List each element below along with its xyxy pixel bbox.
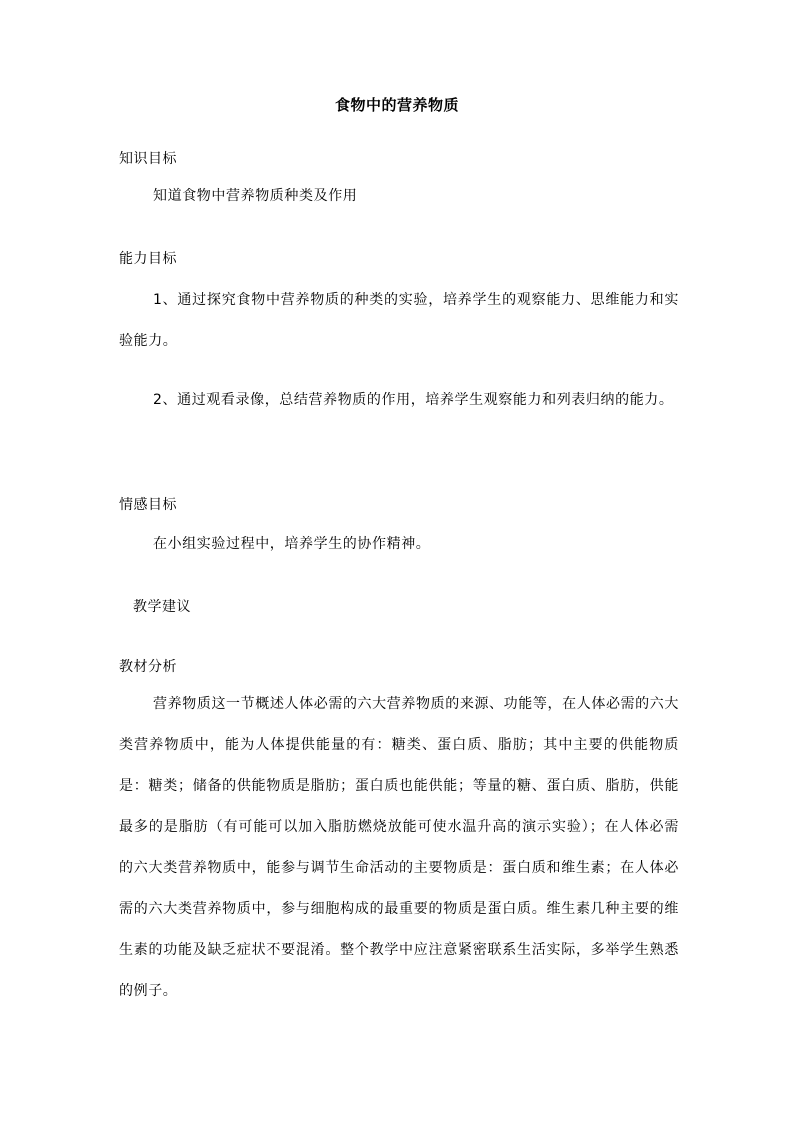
ability-goal-heading: 能力目标 [119,251,177,267]
teaching-suggestion-heading: 教学建议 [133,599,191,615]
knowledge-goal-text: 知道食物中营养物质种类及作用 [153,188,358,204]
material-analysis-heading: 教材分析 [119,659,177,675]
material-analysis-text: 营养物质这一节概述人体必需的六大营养物质的来源、功能等，在人体必需的六大类营养物质中，能为人体提供能量的有：糖类、蛋白质、脂肪；其中主要的供能物质是：糖类；储备的供能物质是脂肪；蛋白质也能供能；等量的糖、蛋白质、脂肪，供能最多的是脂肪（有可能可以加入脂肪燃烧放能可使水温升高的演示实验）；在人体必需的六大类营养物质中，能参与调节生命活动的主要物质是：蛋白质和维生素；在人体必需的六大类营养物质中，参与细胞构成的最重要的物质是蛋白质。维生素几种主要的维生素的功能及缺乏症状不要混淆。整个教学中应注意紧密联系生活实际，多举学生熟悉的例子。 [119,696,679,999]
ability-goal-item-1: 1、通过探究食物中营养物质的种类的实验，培养学生的观察能力、思维能力和实验能力。 [119,292,679,349]
knowledge-goal-heading: 知识目标 [119,151,177,167]
document-title: 食物中的营养物质 [334,96,459,114]
emotion-goal-heading: 情感目标 [119,497,177,513]
ability-goal-item-2: 2、通过观看录像，总结营养物质的作用，培养学生观察能力和列表归纳的能力。 [153,392,674,408]
emotion-goal-text: 在小组实验过程中，培养学生的协作精神。 [153,536,431,552]
